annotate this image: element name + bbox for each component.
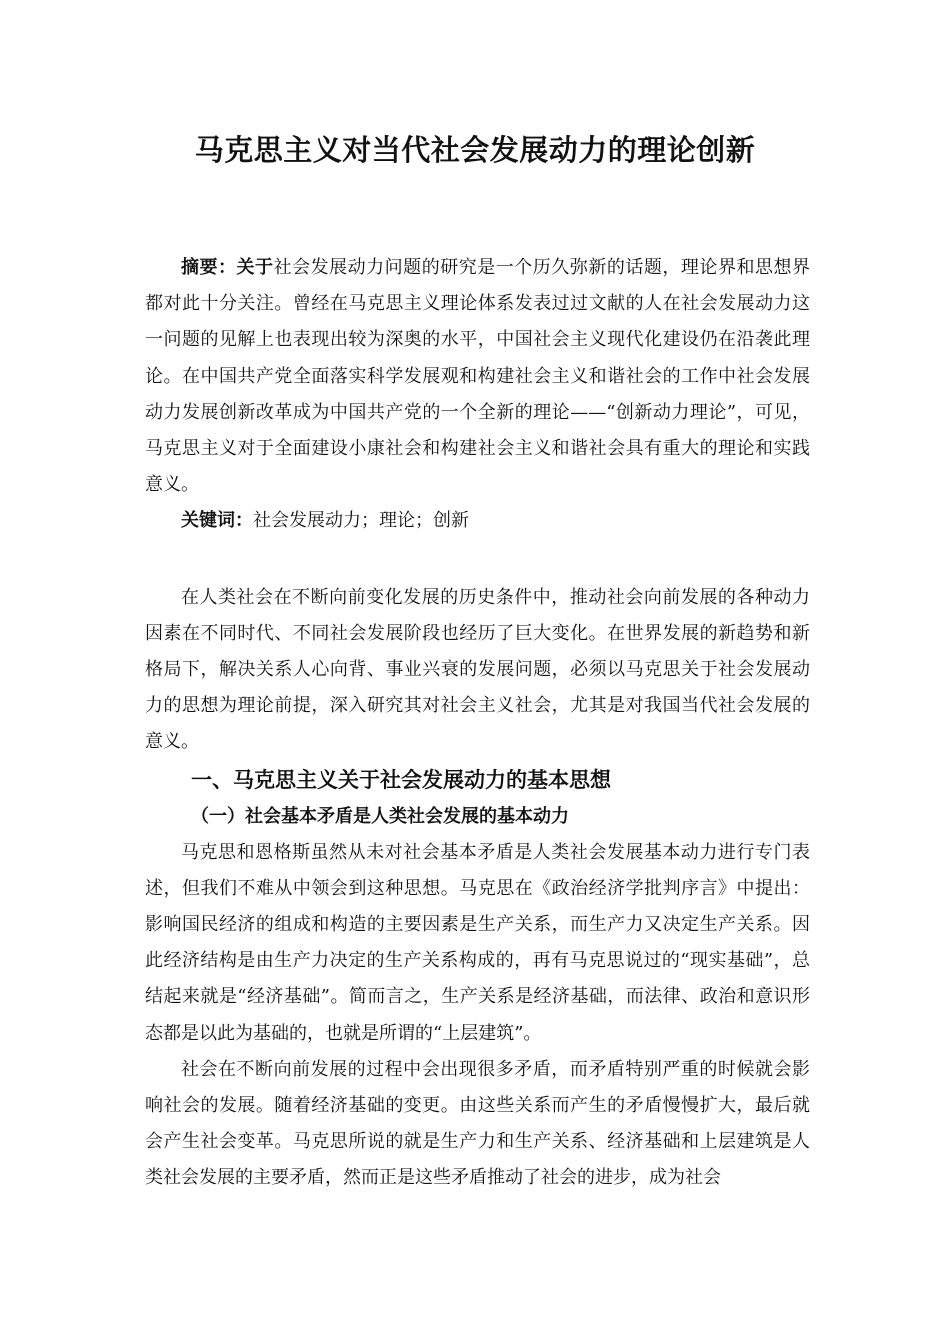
document-body — [145, 250, 810, 1197]
keywords-label: 关键词： — [181, 510, 253, 532]
abstract-paragraph — [145, 250, 810, 503]
body-paragraph: 马克思和恩格斯虽然从未对社会基本矛盾是人类社会发展基本动力进行专门表述，但我们不难从中领会到这种思想。马克思在《政治经济学批判序言》中提出：影响国民经济的组成和构造的主要因素是生产关系，而生产力又决定生产关系。因此经济结构是由生产力决定的生产关系构成的，再有马克思说过的“现实基础”，总结起来就是“经济基础”。简而言之，生产关系是经济基础，而法律、政治和意识形态都是以此为基础的，也就是所谓的“上层建筑”。 — [145, 841, 810, 1044]
subsection-heading: （一）社会基本矛盾是人类社会发展的基本动力 — [191, 805, 569, 827]
section-heading: 一、马克思主义关于社会发展动力的基本思想 — [191, 767, 611, 792]
keywords-paragraph — [145, 503, 810, 539]
body-paragraph: 社会在不断向前发展的过程中会出现很多矛盾，而矛盾特别严重的时候就会影响社会的发展。随着经济基础的变更。由这些关系而产生的矛盾慢慢扩大，最后就会产生社会变革。马克思所说的就是生产力和生产关系、经济基础和上层建筑是人类社会发展的主要矛盾，然而正是这些矛盾推动了社会的进步，成为社会 — [145, 1058, 810, 1189]
spacer — [145, 540, 810, 580]
intro-paragraph: 在人类社会在不断向前变化发展的历史条件中，推动社会向前发展的各种动力因素在不同时代、不同社会发展阶段也经历了巨大变化。在世界发展的新趋势和新格局下，解决关系人心向背、事业兴衰的发展问题，必须以马克思关于社会发展动力的思想为理论前提，深入研究其对社会主义社会，尤其是对我国当代社会发展的意义。 — [145, 586, 810, 753]
abstract-text: 社会发展动力问题的研究是一个历久弥新的话题，理论界和思想界都对此十分关注。曾经在马克思主义理论体系发表过过文献的人在社会发展动力这一问题的见解上也表现出较为深奥的水平，中国社会主义现代化建设仍在沿袭此理论。在中国共产党全面落实科学发展观和构建社会主义和谐社会的工作中社会发展动力发展创新改革成为中国共产党的一个全新的理论——“创新动力理论”，可见，马克思主义对于全面建设小康社会和构建社会主义和谐社会具有重大的理论和实践意义。 — [145, 257, 810, 496]
abstract-label: 摘要：关于 — [181, 257, 274, 278]
document-title: 马克思主义对当代社会发展动力的理论创新 — [194, 133, 756, 167]
keywords-text: 社会发展动力；理论；创新 — [253, 510, 469, 532]
